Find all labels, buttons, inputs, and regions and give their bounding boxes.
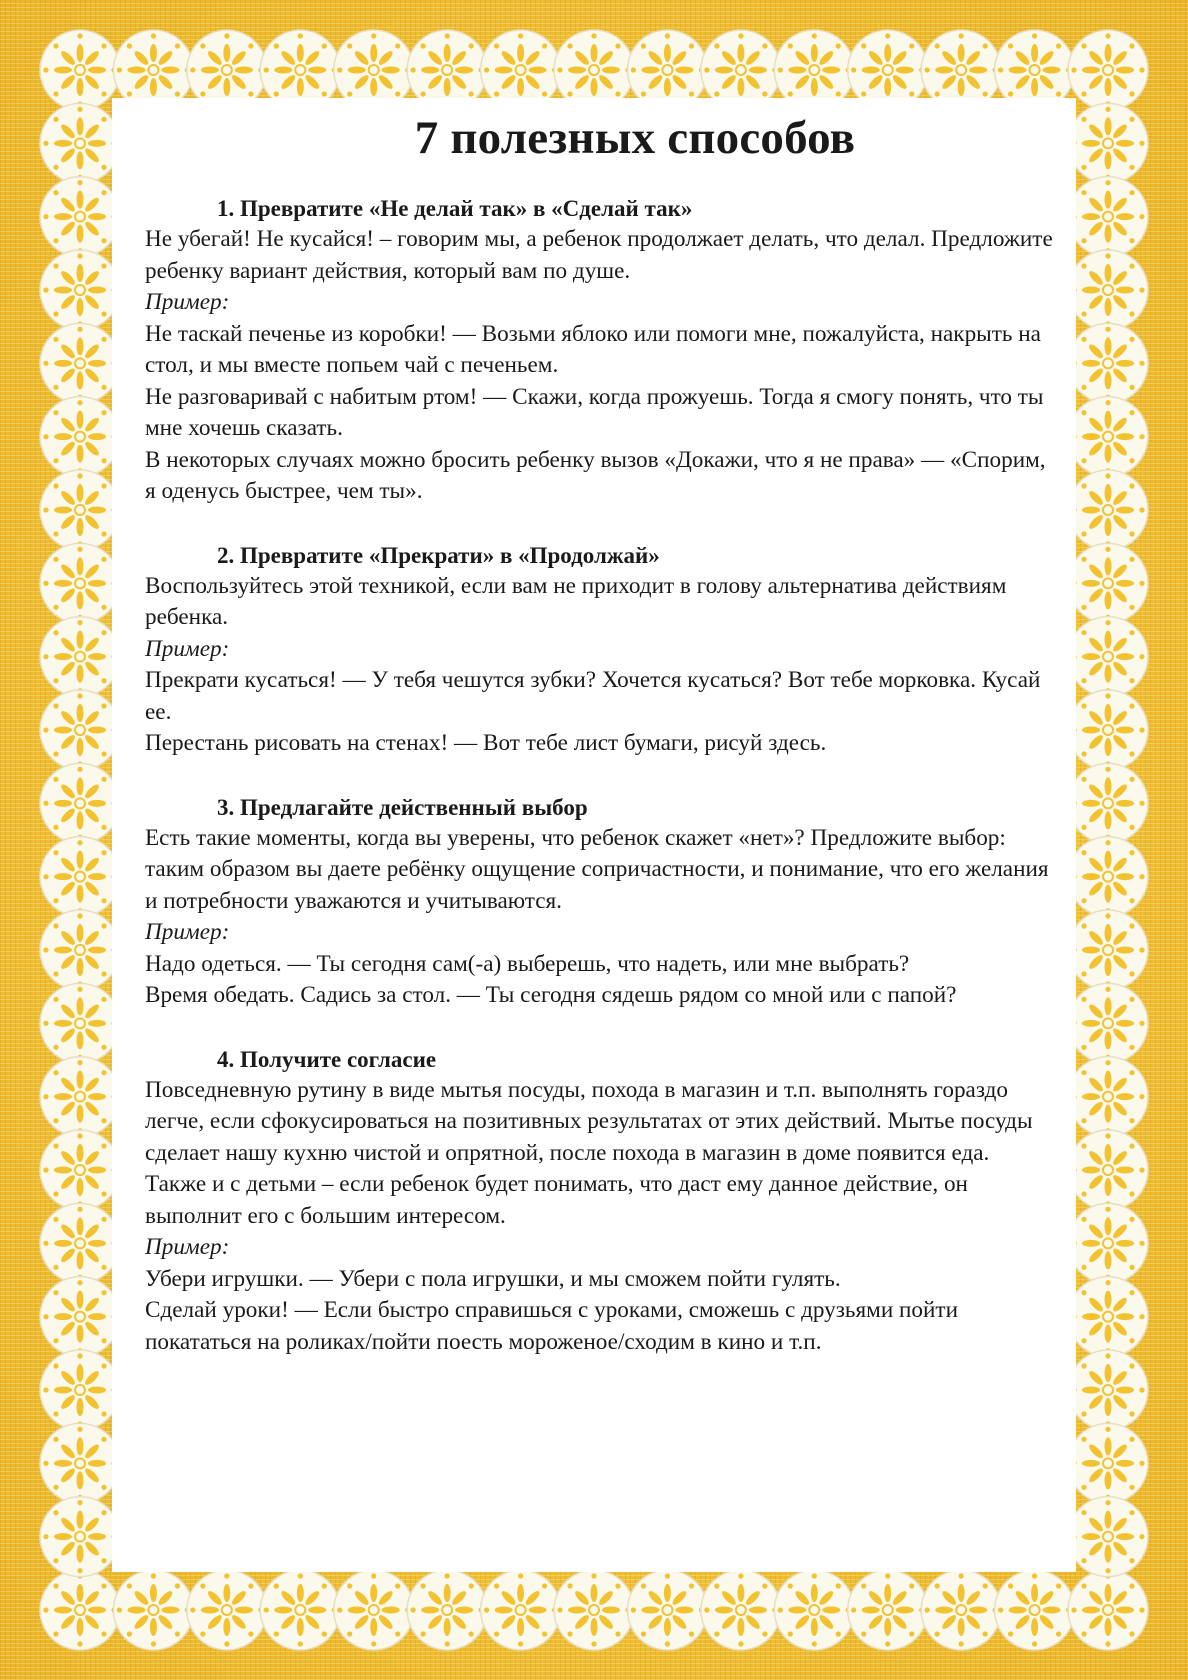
document-body — [145, 108, 1055, 1391]
lace-flower — [40, 1277, 120, 1357]
lace-flower — [1068, 177, 1148, 257]
lace-flower — [1068, 1497, 1148, 1577]
lace-flower — [334, 1570, 414, 1650]
lace-flower — [1068, 1570, 1148, 1650]
sections-list — [145, 194, 1055, 1358]
example-label: Пример: — [145, 635, 230, 662]
lace-flower — [40, 617, 120, 697]
lace-flower — [921, 1570, 1001, 1650]
lace-flower — [40, 690, 120, 770]
lace-flower — [40, 30, 120, 110]
lace-flower — [407, 1570, 487, 1650]
example-label: Пример: — [145, 1234, 230, 1260]
lace-flower — [1068, 30, 1148, 110]
lace-flower — [40, 1203, 120, 1283]
lace-flower — [1068, 470, 1148, 550]
lace-flower — [40, 323, 120, 403]
lace-flower — [701, 1570, 781, 1650]
lace-flower — [848, 1570, 928, 1650]
lace-flower — [1068, 250, 1148, 330]
example-text: Сделай уроки! — Если быстро справишься с уроками, сможешь с друзьями пойти покататься на роликах/пойти поесть мороженое/сходим в кино и т.п. — [145, 1297, 958, 1355]
lace-flower — [260, 1570, 340, 1650]
lace-flower — [1068, 1130, 1148, 1210]
lace-flower — [1068, 983, 1148, 1063]
section-heading: 3. Предлагайте действенный выбор — [217, 794, 588, 820]
section-3 — [145, 793, 1055, 1012]
example-text: Не таскай печенье из коробки! — Возьми яблоко или помоги мне, пожалуйста, накрыть на стол, и мы вместе попьем чай с печеньем. — [145, 320, 1041, 378]
lace-flower — [1068, 1203, 1148, 1283]
example-text: Не разговаривай с набитым ртом! — Скажи, когда прожуешь. Тогда я смогу понять, что ты мне хочешь сказать. — [145, 383, 1044, 441]
section-heading: 2. Превратите «Прекрати» в «Продолжай» — [217, 542, 660, 568]
lace-flower — [40, 543, 120, 623]
example-label: Пример: — [145, 289, 230, 315]
lace-flower — [1068, 397, 1148, 477]
example-text: Время обедать. Садись за стол. — Ты сегодня сядешь рядом со мной или с папой? — [145, 982, 957, 1008]
example-text: Прекрати кусаться! — У тебя чешутся зубки? Хочется кусаться? Вот тебе морковка. Кусай ее. — [145, 667, 1041, 725]
lace-flower — [113, 1570, 193, 1650]
section-1 — [145, 194, 1055, 508]
lace-flower — [995, 1570, 1075, 1650]
section-heading: 4. Получите согласие — [217, 1046, 437, 1072]
lace-flower — [40, 1497, 120, 1577]
lace-flower — [1068, 837, 1148, 917]
lace-flower — [554, 1570, 634, 1650]
lace-flower — [40, 910, 120, 990]
section-paragraph: Не убегай! Не кусайся! – говорим мы, а ребенок продолжает делать, что делал. Предложите ребенку вариант действия, который вам по душе. — [145, 226, 1053, 284]
section-4 — [145, 1045, 1055, 1359]
lace-flower — [627, 1570, 707, 1650]
lace-flower — [187, 1570, 267, 1650]
lace-flower — [1068, 763, 1148, 843]
section-paragraph: Воспользуйтесь этой техникой, если вам не приходит в голову альтернатива действиям ребенка. — [145, 572, 1007, 630]
lace-flower — [1068, 910, 1148, 990]
lace-flower — [40, 1057, 120, 1137]
example-text: Надо одеться. — Ты сегодня сам(-а) выберешь, что надеть, или мне выбрать? — [145, 950, 910, 977]
lace-flower — [40, 1350, 120, 1430]
lace-flower — [1068, 1423, 1148, 1503]
example-text: В некоторых случаях можно бросить ребенку вызов «Докажи, что я не права» — «Спорим, я оденусь быстрее, чем ты». — [145, 446, 1046, 504]
lace-flower — [40, 983, 120, 1063]
section-paragraph: Есть такие моменты, когда вы уверены, что ребенок скажет «нет»? Предложите выбор: таким образом вы даете ребёнку ощущение сопричастности, и понимание, что его желания и потребности уважаются и учитываются. — [145, 824, 1049, 914]
lace-flower — [40, 177, 120, 257]
lace-flower — [1068, 690, 1148, 770]
section-heading: 1. Превратите «Не делай так» в «Сделай так» — [217, 196, 693, 221]
section-paragraph: Повседневную рутину в виде мытья посуды, похода в магазин и т.п. выполнять гораздо легче, если сфокусироваться на позитивных результатах от этих действий. Мытье посуды сделает нашу кухню чистой и опрятной, после похода в магазин в доме появится еда. Также и с детьми – если ребенок будет понимать, что даст ему данное действие, он выполнит его с большим интересом. — [145, 1076, 1033, 1229]
lace-flower — [1068, 1350, 1148, 1430]
lace-flower — [40, 470, 120, 550]
section-2 — [145, 541, 1055, 760]
lace-flower — [1068, 543, 1148, 623]
example-text: Убери игрушки. — Убери с пола игрушки, и мы сможем пойти гулять. — [145, 1265, 841, 1292]
lace-flower — [40, 1423, 120, 1503]
lace-flower — [1068, 103, 1148, 183]
lace-flower — [40, 837, 120, 917]
lace-flower — [774, 1570, 854, 1650]
lace-flower — [40, 250, 120, 330]
lace-flower — [481, 1570, 561, 1650]
lace-flower — [40, 103, 120, 183]
example-text: Перестань рисовать на стенах! — Вот тебе лист бумаги, рисуй здесь. — [145, 730, 827, 756]
lace-flower — [40, 1570, 120, 1650]
lace-flower — [1068, 1277, 1148, 1357]
lace-flower — [1068, 617, 1148, 697]
page-title: 7 полезных способов — [414, 112, 856, 164]
lace-flower — [1068, 323, 1148, 403]
lace-flower — [40, 1130, 120, 1210]
lace-flower — [40, 397, 120, 477]
example-label: Пример: — [145, 919, 230, 945]
lace-flower — [40, 763, 120, 843]
lace-flower — [1068, 1057, 1148, 1137]
